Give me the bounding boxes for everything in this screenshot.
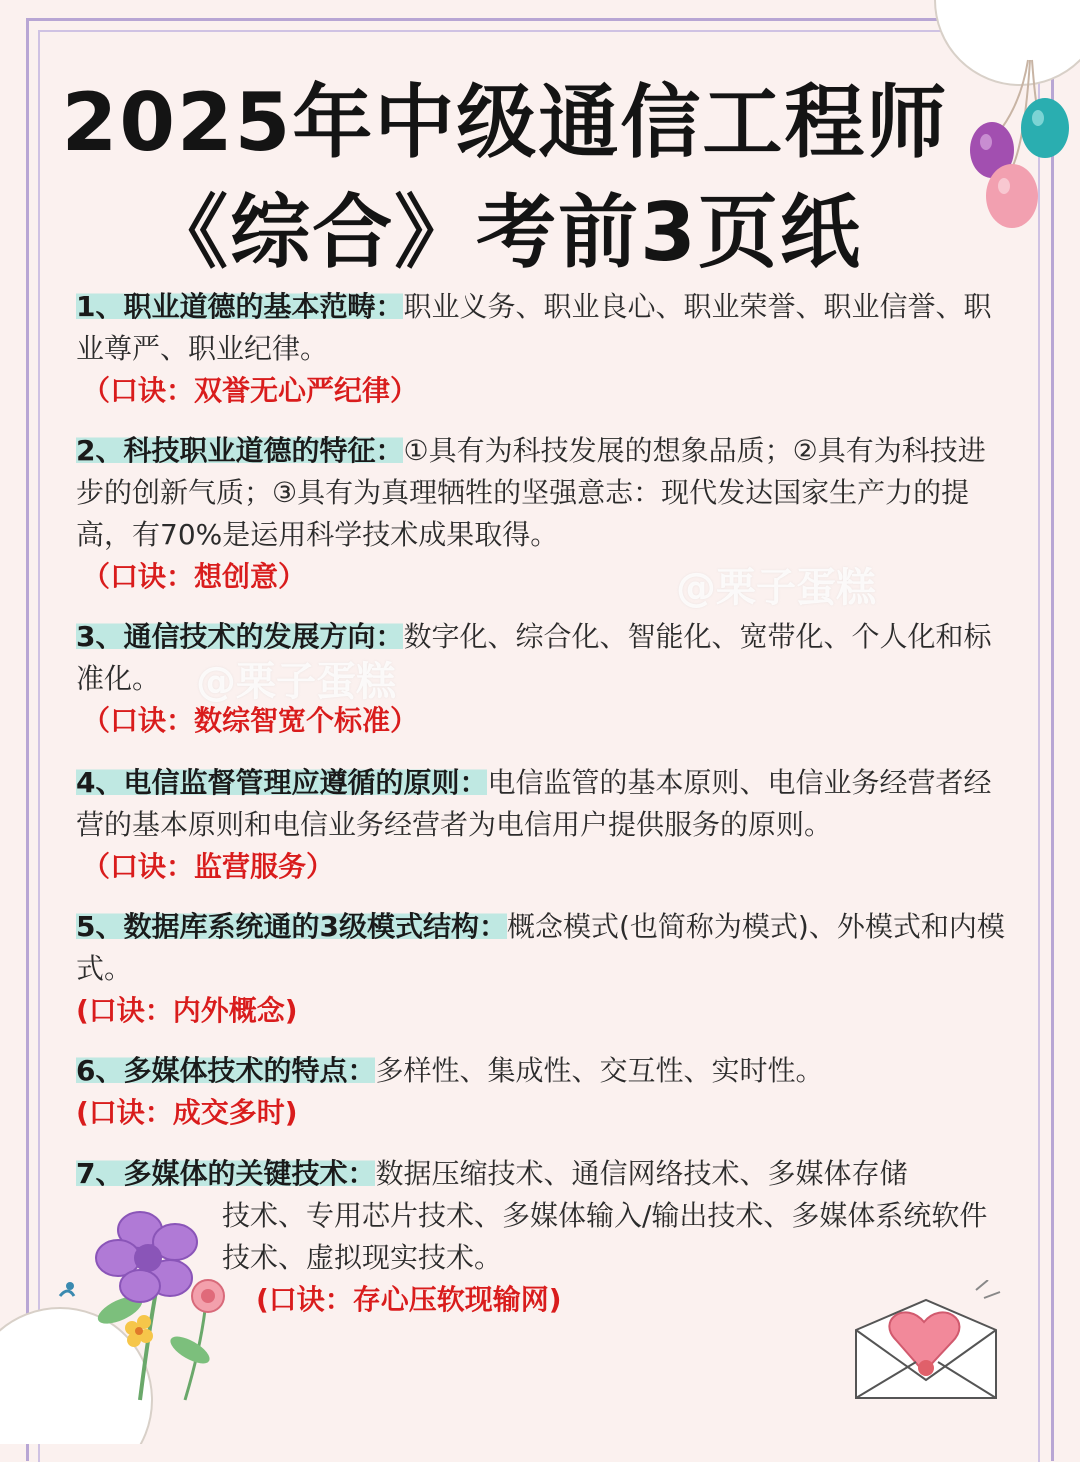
item-body: 职业义务、职业良心、职业荣誉、职业信誉、职业尊严、职业纪律。 <box>76 290 992 365</box>
item-mnemonic: （口诀：双誉无心严纪律） <box>82 374 419 407</box>
watermark: @栗子蛋糕 <box>676 565 876 611</box>
list-item <box>76 286 1006 412</box>
item-heading: 3、通信技术的发展方向： <box>76 620 404 653</box>
item-heading: 4、电信监督管理应遵循的原则： <box>76 766 488 799</box>
item-mnemonic: (口诀：成交多时) <box>76 1096 298 1129</box>
item-body: 多样性、集成性、交互性、实时性。 <box>375 1054 824 1087</box>
watermark: @栗子蛋糕 <box>196 659 396 705</box>
item-heading: 7、多媒体的关键技术： <box>76 1157 376 1190</box>
item-body: 数据压缩技术、通信网络技术、多媒体存储 <box>375 1157 908 1190</box>
item-heading: 2、科技职业道德的特征： <box>76 434 404 467</box>
item-heading: 1、职业道德的基本范畴： <box>76 290 404 323</box>
heart-envelope-icon <box>846 1280 1006 1410</box>
list-item <box>76 906 1006 1032</box>
item-heading: 6、多媒体技术的特点： <box>76 1054 376 1087</box>
item-mnemonic: （口诀：监营服务） <box>82 850 335 883</box>
item-body: 电信监管的基本原则、电信业务经营者经营的基本原则和电信业务经营者为电信用户提供服务的原则。 <box>76 766 992 841</box>
item-body: ①具有为科技发展的想象品质；②具有为科技进步的创新气质；③具有为真理牺牲的坚强意志：现代发达国家生产力的提高，有70%是运用科学技术成果取得。 <box>76 434 986 551</box>
item-mnemonic: （口诀：数综智宽个标准） <box>82 704 419 737</box>
list-item <box>76 762 1006 888</box>
item-heading: 5、数据库系统通的3级模式结构： <box>76 910 507 943</box>
item-mnemonic: （口诀：想创意） <box>82 560 307 593</box>
item-mnemonic: (口诀：存心压软现输网) <box>256 1283 562 1316</box>
item-body-continued: 技术、专用芯片技术、多媒体输入/输出技术、多媒体系统软件技术、虚拟现实技术。 <box>222 1199 988 1274</box>
page-title-line1: 2025年中级通信工程师 <box>61 76 949 169</box>
page-title-line2: 《综合》考前3页纸 <box>148 186 862 279</box>
flower-bouquet-icon <box>0 1200 250 1444</box>
item-body: 数字化、综合化、智能化、宽带化、个人化和标准化。 <box>76 620 992 695</box>
item-body: 概念模式(也简称为模式)、外模式和内模式。 <box>76 910 1005 985</box>
list-item <box>76 1050 1006 1134</box>
item-mnemonic: (口诀：内外概念) <box>76 994 298 1027</box>
